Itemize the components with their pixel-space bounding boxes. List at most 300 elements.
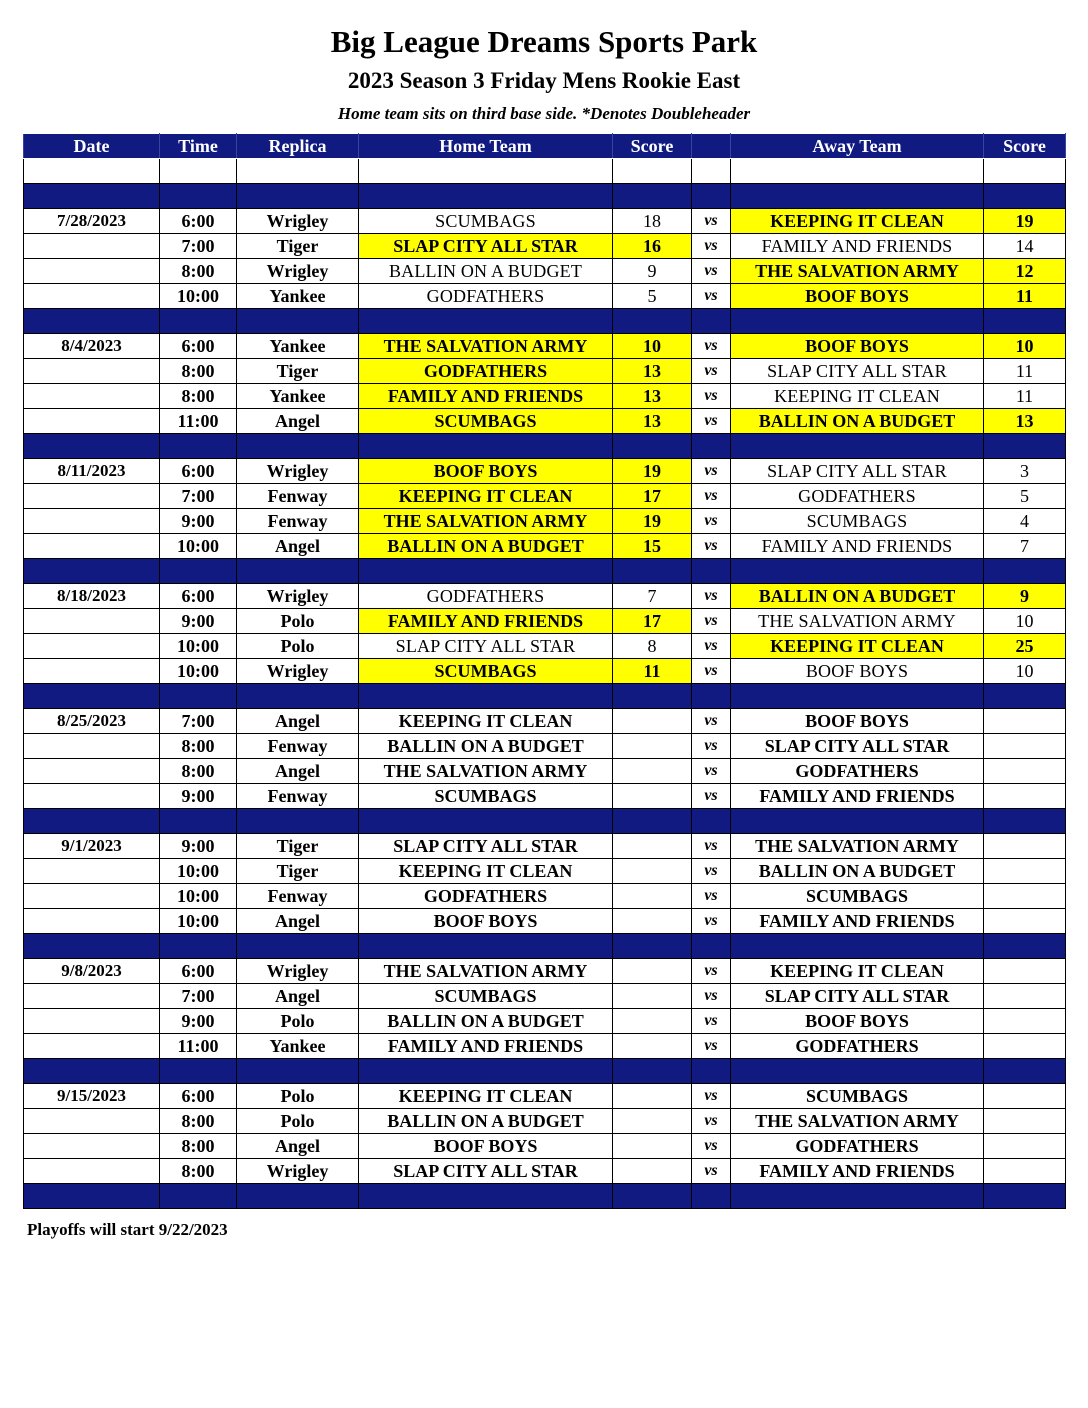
- vs-label: vs: [692, 1034, 731, 1059]
- game-row: [24, 584, 1066, 609]
- game-date: [24, 859, 160, 884]
- game-field: Wrigley: [237, 459, 359, 484]
- game-date: [24, 609, 160, 634]
- home-team: SLAP CITY ALL STAR: [359, 1159, 613, 1184]
- home-score: 8: [613, 634, 692, 659]
- home-score: 13: [613, 359, 692, 384]
- game-field: Tiger: [237, 859, 359, 884]
- game-row: [24, 384, 1066, 409]
- game-time: 7:00: [160, 234, 237, 259]
- schedule-body: [24, 159, 1066, 1209]
- game-date: 8/18/2023: [24, 584, 160, 609]
- away-score: [984, 1009, 1066, 1034]
- away-team: KEEPING IT CLEAN: [731, 634, 984, 659]
- away-score: 11: [984, 284, 1066, 309]
- home-team: GODFATHERS: [359, 884, 613, 909]
- home-score: 17: [613, 609, 692, 634]
- away-team: BOOF BOYS: [731, 334, 984, 359]
- game-field: Fenway: [237, 734, 359, 759]
- col-header-home-score: Score: [613, 134, 692, 159]
- home-team: KEEPING IT CLEAN: [359, 1084, 613, 1109]
- away-team: SCUMBAGS: [731, 1084, 984, 1109]
- home-team: THE SALVATION ARMY: [359, 759, 613, 784]
- vs-label: vs: [692, 509, 731, 534]
- home-team: BOOF BOYS: [359, 909, 613, 934]
- game-row: [24, 334, 1066, 359]
- home-score: [613, 1034, 692, 1059]
- away-score: [984, 1109, 1066, 1134]
- game-row: [24, 759, 1066, 784]
- game-date: [24, 509, 160, 534]
- week-separator-row: [24, 184, 1066, 209]
- game-row: [24, 734, 1066, 759]
- game-row: [24, 709, 1066, 734]
- game-field: Fenway: [237, 484, 359, 509]
- home-score: [613, 884, 692, 909]
- away-score: 12: [984, 259, 1066, 284]
- away-team: FAMILY AND FRIENDS: [731, 909, 984, 934]
- game-time: 6:00: [160, 1084, 237, 1109]
- home-team: BALLIN ON A BUDGET: [359, 1109, 613, 1134]
- game-field: Polo: [237, 1109, 359, 1134]
- col-header-vs: [692, 134, 731, 159]
- week-separator-row: [24, 1059, 1066, 1084]
- week-separator-row: [24, 559, 1066, 584]
- game-time: 10:00: [160, 884, 237, 909]
- home-team: THE SALVATION ARMY: [359, 334, 613, 359]
- game-time: 10:00: [160, 659, 237, 684]
- home-team: BOOF BOYS: [359, 459, 613, 484]
- vs-label: vs: [692, 609, 731, 634]
- game-date: [24, 784, 160, 809]
- blank-row: [24, 159, 1066, 184]
- home-score: 17: [613, 484, 692, 509]
- vs-label: vs: [692, 334, 731, 359]
- game-field: Angel: [237, 409, 359, 434]
- vs-label: vs: [692, 959, 731, 984]
- game-row: [24, 984, 1066, 1009]
- game-time: 8:00: [160, 359, 237, 384]
- away-team: BALLIN ON A BUDGET: [731, 859, 984, 884]
- week-separator-row: [24, 934, 1066, 959]
- game-time: 8:00: [160, 1109, 237, 1134]
- away-score: 10: [984, 334, 1066, 359]
- game-date: [24, 884, 160, 909]
- away-team: SLAP CITY ALL STAR: [731, 984, 984, 1009]
- game-time: 6:00: [160, 584, 237, 609]
- home-score: [613, 784, 692, 809]
- away-team: FAMILY AND FRIENDS: [731, 234, 984, 259]
- away-team: THE SALVATION ARMY: [731, 259, 984, 284]
- game-date: [24, 384, 160, 409]
- game-field: Angel: [237, 984, 359, 1009]
- home-team: SCUMBAGS: [359, 209, 613, 234]
- vs-label: vs: [692, 784, 731, 809]
- game-date: 9/15/2023: [24, 1084, 160, 1109]
- home-score: [613, 1109, 692, 1134]
- game-time: 8:00: [160, 759, 237, 784]
- vs-label: vs: [692, 1109, 731, 1134]
- vs-label: vs: [692, 534, 731, 559]
- away-score: [984, 784, 1066, 809]
- vs-label: vs: [692, 259, 731, 284]
- game-row: [24, 884, 1066, 909]
- away-team: THE SALVATION ARMY: [731, 609, 984, 634]
- home-score: 9: [613, 259, 692, 284]
- game-row: [24, 459, 1066, 484]
- game-row: [24, 634, 1066, 659]
- game-field: Polo: [237, 1084, 359, 1109]
- week-separator-row: [24, 1184, 1066, 1209]
- game-date: [24, 284, 160, 309]
- vs-label: vs: [692, 384, 731, 409]
- game-time: 6:00: [160, 334, 237, 359]
- vs-label: vs: [692, 284, 731, 309]
- home-team: SLAP CITY ALL STAR: [359, 834, 613, 859]
- vs-label: vs: [692, 759, 731, 784]
- home-team: BALLIN ON A BUDGET: [359, 734, 613, 759]
- home-score: 19: [613, 509, 692, 534]
- col-header-replica: Replica: [237, 134, 359, 159]
- playoffs-note: Playoffs will start 9/22/2023: [27, 1220, 228, 1239]
- game-row: [24, 234, 1066, 259]
- game-row: [24, 209, 1066, 234]
- game-time: 9:00: [160, 1009, 237, 1034]
- game-field: Wrigley: [237, 259, 359, 284]
- game-row: [24, 484, 1066, 509]
- away-team: SCUMBAGS: [731, 884, 984, 909]
- game-field: Tiger: [237, 359, 359, 384]
- col-header-away-team: Away Team: [731, 134, 984, 159]
- game-date: [24, 259, 160, 284]
- game-date: 9/8/2023: [24, 959, 160, 984]
- game-row: [24, 959, 1066, 984]
- home-team: GODFATHERS: [359, 584, 613, 609]
- game-date: [24, 1109, 160, 1134]
- game-row: [24, 509, 1066, 534]
- away-team: FAMILY AND FRIENDS: [731, 1159, 984, 1184]
- game-field: Angel: [237, 759, 359, 784]
- vs-label: vs: [692, 1084, 731, 1109]
- game-field: Angel: [237, 534, 359, 559]
- game-time: 6:00: [160, 459, 237, 484]
- home-team: KEEPING IT CLEAN: [359, 709, 613, 734]
- home-score: [613, 959, 692, 984]
- col-header-away-score: Score: [984, 134, 1066, 159]
- home-score: [613, 734, 692, 759]
- game-date: 8/4/2023: [24, 334, 160, 359]
- away-team: BOOF BOYS: [731, 709, 984, 734]
- vs-label: vs: [692, 859, 731, 884]
- game-date: [24, 1159, 160, 1184]
- away-score: 14: [984, 234, 1066, 259]
- game-field: Polo: [237, 634, 359, 659]
- vs-label: vs: [692, 209, 731, 234]
- week-separator-row: [24, 309, 1066, 334]
- game-time: 9:00: [160, 784, 237, 809]
- home-team: GODFATHERS: [359, 359, 613, 384]
- game-date: [24, 659, 160, 684]
- game-time: 9:00: [160, 609, 237, 634]
- game-field: Yankee: [237, 334, 359, 359]
- home-score: [613, 859, 692, 884]
- away-score: 13: [984, 409, 1066, 434]
- away-team: FAMILY AND FRIENDS: [731, 534, 984, 559]
- home-score: 10: [613, 334, 692, 359]
- game-field: Wrigley: [237, 209, 359, 234]
- game-field: Angel: [237, 1134, 359, 1159]
- header-row: [24, 134, 1066, 159]
- home-score: [613, 1134, 692, 1159]
- game-row: [24, 609, 1066, 634]
- away-team: GODFATHERS: [731, 759, 984, 784]
- game-row: [24, 1009, 1066, 1034]
- home-team: SCUMBAGS: [359, 784, 613, 809]
- game-date: 8/11/2023: [24, 459, 160, 484]
- away-team: KEEPING IT CLEAN: [731, 209, 984, 234]
- vs-label: vs: [692, 709, 731, 734]
- home-team: FAMILY AND FRIENDS: [359, 384, 613, 409]
- game-date: [24, 234, 160, 259]
- game-row: [24, 834, 1066, 859]
- away-score: 19: [984, 209, 1066, 234]
- game-row: [24, 1084, 1066, 1109]
- home-score: 13: [613, 409, 692, 434]
- vs-label: vs: [692, 984, 731, 1009]
- game-time: 7:00: [160, 984, 237, 1009]
- away-team: FAMILY AND FRIENDS: [731, 784, 984, 809]
- game-field: Polo: [237, 1009, 359, 1034]
- game-date: 9/1/2023: [24, 834, 160, 859]
- game-date: [24, 484, 160, 509]
- game-time: 11:00: [160, 409, 237, 434]
- away-score: [984, 909, 1066, 934]
- game-row: [24, 259, 1066, 284]
- away-team: SLAP CITY ALL STAR: [731, 459, 984, 484]
- home-team: KEEPING IT CLEAN: [359, 859, 613, 884]
- game-row: [24, 409, 1066, 434]
- home-team: SLAP CITY ALL STAR: [359, 234, 613, 259]
- game-time: 10:00: [160, 634, 237, 659]
- home-score: [613, 1009, 692, 1034]
- vs-label: vs: [692, 1134, 731, 1159]
- home-score: [613, 1084, 692, 1109]
- home-score: 13: [613, 384, 692, 409]
- game-field: Angel: [237, 909, 359, 934]
- home-team: BALLIN ON A BUDGET: [359, 1009, 613, 1034]
- home-team: BALLIN ON A BUDGET: [359, 259, 613, 284]
- away-team: SLAP CITY ALL STAR: [731, 734, 984, 759]
- home-team: SCUMBAGS: [359, 984, 613, 1009]
- away-score: 10: [984, 609, 1066, 634]
- game-time: 6:00: [160, 959, 237, 984]
- schedule-note: Home team sits on third base side. *Denotes Doubleheader: [337, 104, 751, 123]
- game-field: Tiger: [237, 234, 359, 259]
- game-time: 11:00: [160, 1034, 237, 1059]
- home-team: FAMILY AND FRIENDS: [359, 609, 613, 634]
- game-date: [24, 734, 160, 759]
- vs-label: vs: [692, 884, 731, 909]
- home-score: 5: [613, 284, 692, 309]
- away-team: BALLIN ON A BUDGET: [731, 409, 984, 434]
- away-team: KEEPING IT CLEAN: [731, 959, 984, 984]
- away-score: [984, 1084, 1066, 1109]
- week-separator-row: [24, 809, 1066, 834]
- home-score: 11: [613, 659, 692, 684]
- game-time: 7:00: [160, 484, 237, 509]
- page-title: Big League Dreams Sports Park: [330, 24, 758, 59]
- away-team: KEEPING IT CLEAN: [731, 384, 984, 409]
- week-separator-row: [24, 684, 1066, 709]
- col-header-home-team: Home Team: [359, 134, 613, 159]
- away-team: BOOF BOYS: [731, 284, 984, 309]
- away-team: BOOF BOYS: [731, 659, 984, 684]
- vs-label: vs: [692, 409, 731, 434]
- away-score: [984, 1034, 1066, 1059]
- away-score: 9: [984, 584, 1066, 609]
- game-row: [24, 909, 1066, 934]
- home-score: 18: [613, 209, 692, 234]
- home-team: FAMILY AND FRIENDS: [359, 1034, 613, 1059]
- away-score: [984, 759, 1066, 784]
- game-date: [24, 909, 160, 934]
- home-score: [613, 984, 692, 1009]
- vs-label: vs: [692, 734, 731, 759]
- home-team: THE SALVATION ARMY: [359, 509, 613, 534]
- away-score: [984, 734, 1066, 759]
- vs-label: vs: [692, 634, 731, 659]
- vs-label: vs: [692, 234, 731, 259]
- game-time: 8:00: [160, 259, 237, 284]
- game-date: 7/28/2023: [24, 209, 160, 234]
- home-score: [613, 909, 692, 934]
- game-field: Fenway: [237, 884, 359, 909]
- game-time: 7:00: [160, 709, 237, 734]
- home-team: SLAP CITY ALL STAR: [359, 634, 613, 659]
- col-header-date: Date: [24, 134, 160, 159]
- game-time: 10:00: [160, 909, 237, 934]
- game-date: [24, 1009, 160, 1034]
- game-row: [24, 534, 1066, 559]
- game-field: Fenway: [237, 784, 359, 809]
- game-field: Yankee: [237, 1034, 359, 1059]
- away-score: [984, 984, 1066, 1009]
- game-row: [24, 1034, 1066, 1059]
- game-field: Polo: [237, 609, 359, 634]
- away-score: [984, 1159, 1066, 1184]
- away-team: GODFATHERS: [731, 484, 984, 509]
- game-field: Wrigley: [237, 959, 359, 984]
- vs-label: vs: [692, 909, 731, 934]
- season-subtitle: 2023 Season 3 Friday Mens Rookie East: [347, 68, 741, 93]
- away-team: THE SALVATION ARMY: [731, 1109, 984, 1134]
- game-field: Tiger: [237, 834, 359, 859]
- home-score: [613, 759, 692, 784]
- vs-label: vs: [692, 834, 731, 859]
- home-score: 7: [613, 584, 692, 609]
- home-team: BOOF BOYS: [359, 1134, 613, 1159]
- game-row: [24, 1134, 1066, 1159]
- game-field: Wrigley: [237, 584, 359, 609]
- away-score: [984, 834, 1066, 859]
- game-time: 8:00: [160, 1134, 237, 1159]
- schedule-table: [23, 133, 1066, 1209]
- away-team: GODFATHERS: [731, 1034, 984, 1059]
- game-date: 8/25/2023: [24, 709, 160, 734]
- game-date: [24, 984, 160, 1009]
- game-row: [24, 1109, 1066, 1134]
- away-team: BOOF BOYS: [731, 1009, 984, 1034]
- away-score: 10: [984, 659, 1066, 684]
- game-date: [24, 359, 160, 384]
- game-time: 8:00: [160, 734, 237, 759]
- vs-label: vs: [692, 1009, 731, 1034]
- game-date: [24, 409, 160, 434]
- game-time: 10:00: [160, 534, 237, 559]
- home-team: GODFATHERS: [359, 284, 613, 309]
- game-row: [24, 284, 1066, 309]
- home-score: [613, 834, 692, 859]
- vs-label: vs: [692, 1159, 731, 1184]
- away-score: 25: [984, 634, 1066, 659]
- game-field: Yankee: [237, 284, 359, 309]
- home-team: BALLIN ON A BUDGET: [359, 534, 613, 559]
- away-team: GODFATHERS: [731, 1134, 984, 1159]
- game-row: [24, 784, 1066, 809]
- game-row: [24, 659, 1066, 684]
- vs-label: vs: [692, 459, 731, 484]
- away-score: 11: [984, 384, 1066, 409]
- vs-label: vs: [692, 359, 731, 384]
- col-header-time: Time: [160, 134, 237, 159]
- vs-label: vs: [692, 584, 731, 609]
- game-date: [24, 634, 160, 659]
- game-date: [24, 1134, 160, 1159]
- away-score: [984, 859, 1066, 884]
- game-field: Angel: [237, 709, 359, 734]
- home-score: [613, 709, 692, 734]
- away-score: [984, 959, 1066, 984]
- away-score: 11: [984, 359, 1066, 384]
- away-score: 3: [984, 459, 1066, 484]
- home-team: SCUMBAGS: [359, 659, 613, 684]
- game-field: Wrigley: [237, 659, 359, 684]
- game-time: 9:00: [160, 834, 237, 859]
- home-team: THE SALVATION ARMY: [359, 959, 613, 984]
- away-score: [984, 884, 1066, 909]
- home-score: [613, 1159, 692, 1184]
- game-field: Yankee: [237, 384, 359, 409]
- away-score: [984, 1134, 1066, 1159]
- away-score: 4: [984, 509, 1066, 534]
- game-row: [24, 359, 1066, 384]
- away-team: BALLIN ON A BUDGET: [731, 584, 984, 609]
- game-row: [24, 859, 1066, 884]
- vs-label: vs: [692, 484, 731, 509]
- home-score: 15: [613, 534, 692, 559]
- game-time: 10:00: [160, 859, 237, 884]
- home-score: 16: [613, 234, 692, 259]
- week-separator-row: [24, 434, 1066, 459]
- away-team: SLAP CITY ALL STAR: [731, 359, 984, 384]
- game-time: 8:00: [160, 1159, 237, 1184]
- away-score: 5: [984, 484, 1066, 509]
- game-time: 10:00: [160, 284, 237, 309]
- game-date: [24, 534, 160, 559]
- game-row: [24, 1159, 1066, 1184]
- game-time: 8:00: [160, 384, 237, 409]
- vs-label: vs: [692, 659, 731, 684]
